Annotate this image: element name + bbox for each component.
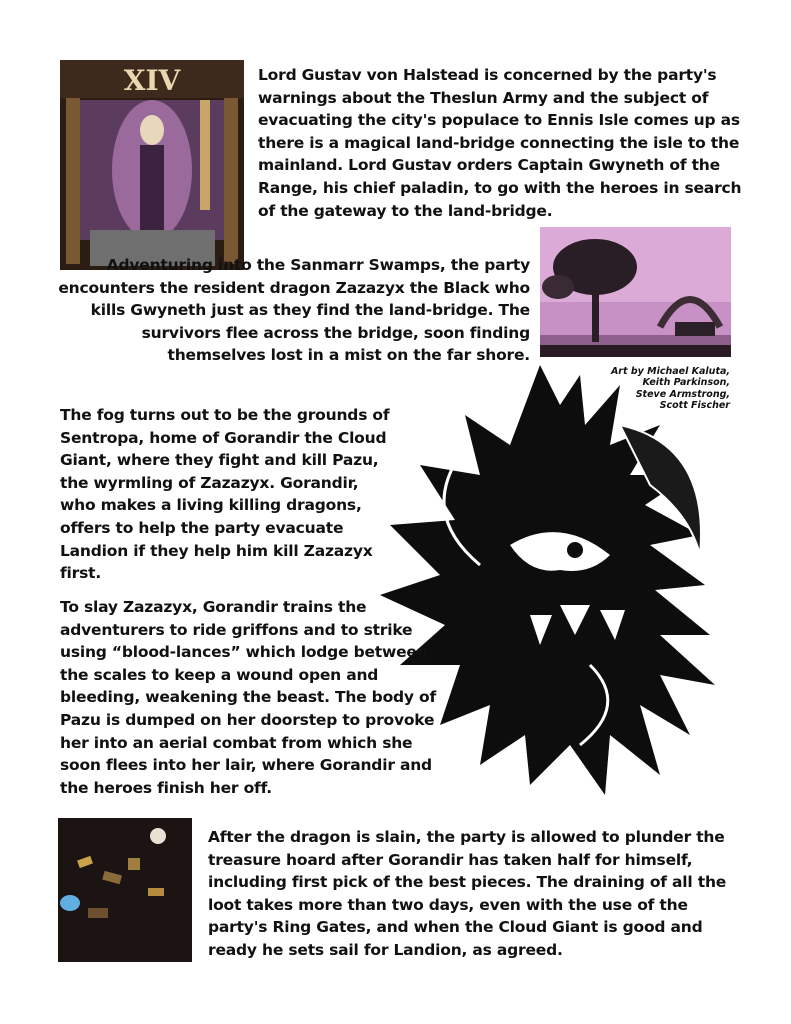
tarot-card-art <box>60 60 244 270</box>
tarot-numeral: XIV <box>123 64 181 97</box>
treasure-hoard-illustration <box>58 818 192 962</box>
paragraph-sanmarr-swamps: Adventuring into the Sanmarr Swamps, the party encounters the resident dragon Zazazyx the Black who kills Gwyneth just as they find the land-bridge. The survivors flee across the bridge, soon finding themselves lost in a mist on the far shore. <box>58 256 530 365</box>
credit-line: Keith Parkinson, <box>642 377 730 389</box>
paragraph-lord-gustav: Lord Gustav von Halstead is concerned by the party's warnings about the Theslun Army and the subject of evacuating the city's populace to Ennis Isle comes up as there is a magical land-bridge connecting the isle to the mainland. Lord Gustav orders Captain Gwyneth of the Range, his chief paladin, to go with the heroes in search of the gateway to the land-bridge. <box>258 66 742 220</box>
credit-line: Scott Fischer <box>659 400 730 412</box>
credit-line: Art by Michael Kaluta, <box>610 366 730 377</box>
paragraph-sentropa: The fog turns out to be the grounds of Sentropa, home of Gorandir the Cloud Giant, where they fight and kill Pazu, the wyrmling of Zazazyx. Gorandir, who makes a living killing dragons, offers to help the party evacuate Landion if they help him kill Zazazyx first. <box>60 406 390 583</box>
credit-line: Steve Armstrong, <box>635 388 730 400</box>
swamp-land-bridge-illustration <box>540 227 731 357</box>
tarot-card-illustration <box>60 60 244 270</box>
swamp-art <box>540 227 731 357</box>
paragraph-slay-zazazyx: To slay Zazazyx, Gorandir trains the adventurers to ride griffons and to strike using “blood-lances” which lodge between the scales to keep a wound open and bleeding, weakening the beast. The body of Pazu is dumped on her doorstep to provoke her into an aerial combat from which she soon flees into her lair, where Gorandir and the heroes finish her off. <box>60 598 437 797</box>
hoard-art <box>58 818 192 962</box>
paragraph-treasure-hoard: After the dragon is slain, the party is allowed to plunder the treasure hoard after Gorandir has taken half for himself, including first pick of the best pieces. The draining of all the loot takes more than two days, even with the use of the party's Ring Gates, and when the Cloud Giant is good and ready he sets sail for Landion, as agreed. <box>208 828 727 959</box>
